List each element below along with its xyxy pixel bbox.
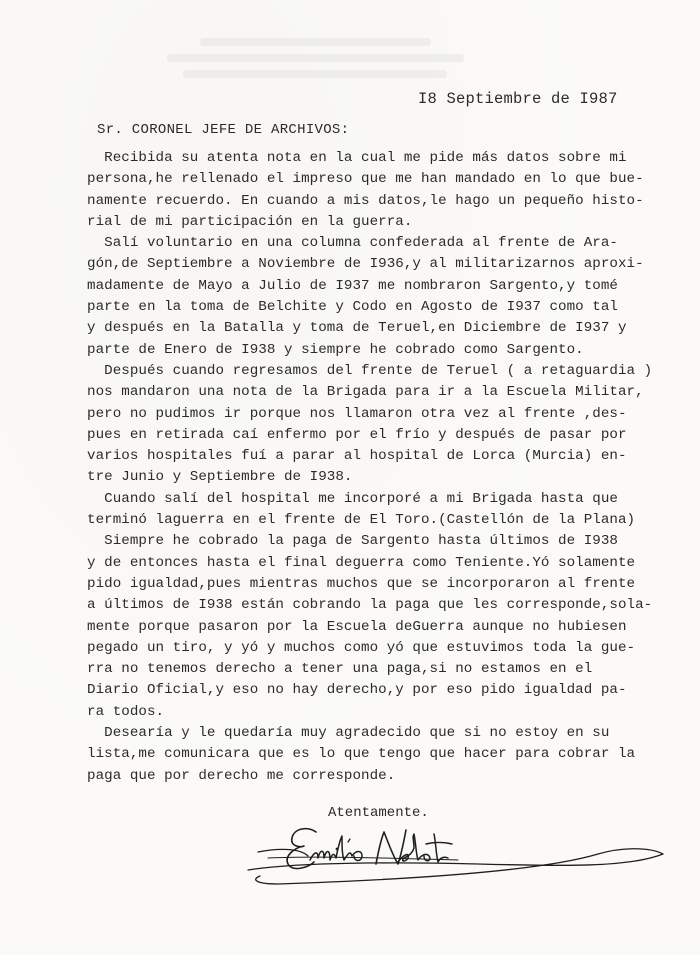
body-line: rial de mi participación en la guerra. xyxy=(87,213,413,230)
body-line: Después cuando regresamos del frente de Teruel ( a retaguardia ) xyxy=(87,362,653,379)
body-line: persona,he rellenado el impreso que me han mandado en lo que bue- xyxy=(87,171,644,188)
body-line: namente recuerdo. En cuando a mis datos,le hago un pequeño histo- xyxy=(87,192,644,209)
letter-body xyxy=(87,148,662,787)
body-line: nos mandaron una nota de la Brigada para ir a la Escuela Militar, xyxy=(87,384,644,401)
body-line: Diario Oficial,y eso no hay derecho,y por eso pido igualdad pa- xyxy=(87,682,627,699)
body-line: terminó laguerra en el frente de El Toro.(Castellón de la Plana) xyxy=(87,512,636,529)
body-line: pues en retirada caí enfermo por el frío y después de pasar por xyxy=(87,426,627,443)
body-line: parte de Enero de I938 y siempre he cobrado como Sargento. xyxy=(87,341,584,358)
body-line: pido igualdad,pues mientras muchos que se incorporaron al frente xyxy=(87,575,636,592)
body-line: a últimos de I938 están cobrando la paga que les corresponde,sola- xyxy=(87,597,653,614)
body-line: y después en la Batalla y toma de Teruel,en Diciembre de I937 y xyxy=(87,320,627,337)
body-line: pero no pudimos ir porque nos llamaron otra vez al frente ,des- xyxy=(87,405,627,422)
body-line: Cuando salí del hospital me incorporé a mi Brigada hasta que xyxy=(87,490,618,507)
body-line: parte en la toma de Belchite y Codo en Agosto de I937 como tal xyxy=(87,299,618,316)
body-line: Salí voluntario en una columna confederada al frente de Ara- xyxy=(87,235,618,252)
handwritten-signature xyxy=(238,818,668,890)
body-line: madamente de Mayo a Julio de I937 me nombraron Sargento,y tomé xyxy=(87,277,618,294)
body-line: varios hospitales fuí a parar al hospital de Lorca (Murcia) en- xyxy=(87,448,627,465)
body-line: tre Junio y Septiembre de I938. xyxy=(87,469,353,486)
salutation: Sr. CORONEL JEFE DE ARCHIVOS: xyxy=(97,122,350,138)
closing: Atentamente. xyxy=(328,805,429,821)
body-line: gón,de Septiembre a Noviembre de I936,y al militarizarnos aproxi- xyxy=(87,256,644,273)
body-line: mente porque pasaron por la Escuela deGuerra aunque no hubiesen xyxy=(87,618,627,635)
body-line: rra no tenemos derecho a tener una paga,si no estamos en el xyxy=(87,661,593,678)
faded-letterhead xyxy=(150,30,480,85)
body-line: y de entonces hasta el final deguerra como Teniente.Yó solamente xyxy=(87,554,636,571)
body-line: lista,me comunicara que es lo que tengo que hacer para cobrar la xyxy=(87,746,636,763)
body-line: Siempre he cobrado la paga de Sargento hasta últimos de I938 xyxy=(87,533,618,550)
body-line: Desearía y le quedaría muy agradecido que si no estoy en su xyxy=(87,725,610,742)
letter-date: I8 Septiembre de I987 xyxy=(418,90,618,108)
body-line: pegado un tiro, y yó y muchos como yó que estuvimos toda la gue- xyxy=(87,639,636,656)
body-line: Recibida su atenta nota en la cual me pide más datos sobre mi xyxy=(87,150,627,166)
body-line: paga que por derecho me corresponde. xyxy=(87,767,396,784)
body-line: ra todos. xyxy=(87,703,165,720)
